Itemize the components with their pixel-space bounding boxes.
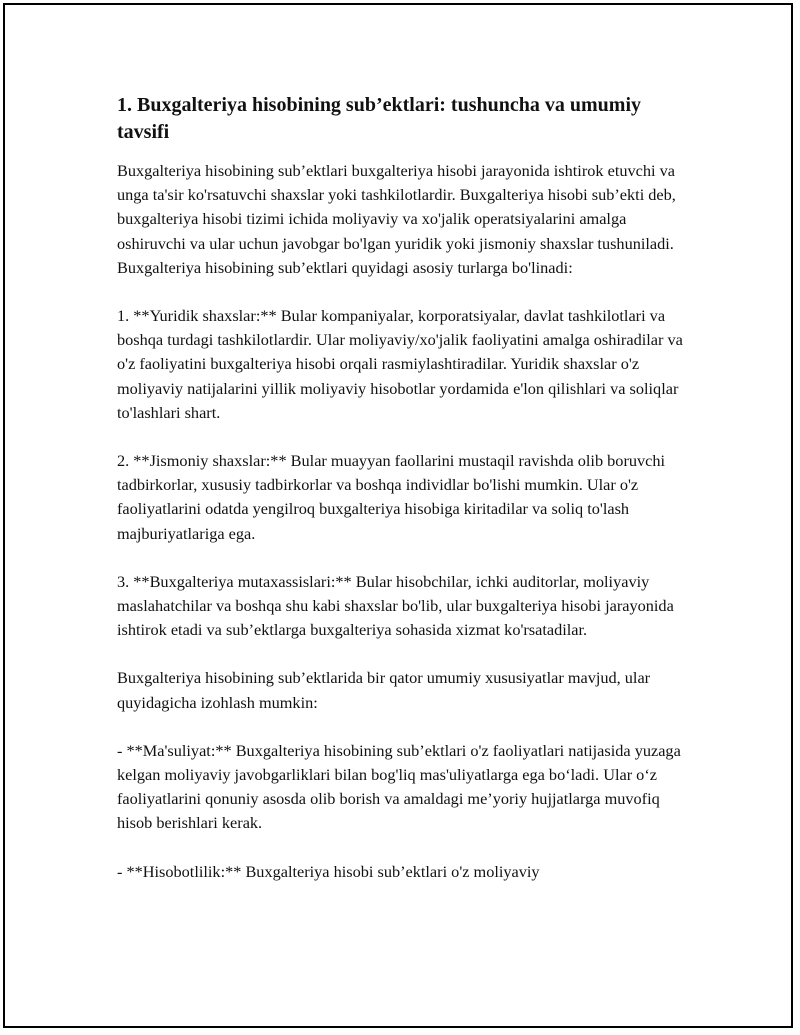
section-heading: 1. Buxgalteriya hisobining sub’ektlari: tushuncha va umumiy tavsifi — [117, 94, 641, 143]
bullet-accountability: - **Hisobotlilik:** Buxgalteriya hisobi sub’ektlari o'z moliyaviy — [117, 861, 540, 881]
intro-paragraph: Buxgalteriya hisobining sub’ektlari buxgalteriya hisobi jarayonida ishtirok etuvchi va unga ta'sir ko'rsatuvchi shaxslar yoki tashkilotlardir. Buxgalteriya hisobi sub’ekti deb, buxgalteriya hisobi tizimi ichida moliyaviy va xo'jalik operatsiyalarini amalga oshiruvchi va ular uchun javobgar bo'lgan yuridik yoki jismoniy shaxslar tushuniladi. Buxgalteriya hisobining sub’ektlari quyidagi asosiy turlarga bo'linadi: — [117, 161, 676, 277]
bullet-responsibility: - **Ma'suliyat:** Buxgalteriya hisobining sub’ektlari o'z faoliyatlari natijasida yuzaga kelgan moliyaviy javobgarliklari bilan bog'liq mas'uliyatlarga ega bo‘ladi. Ular o‘z faoliyatlarini qonuniy asosda olib borish va amaldagi me’yoriy hujjatlarga muvofiq hisob berishlari kerak. — [117, 740, 681, 833]
characteristics-paragraph: Buxgalteriya hisobining sub’ektlarida bir qator umumiy xususiyatlar mavjud, ular quyidagicha izohlash mumkin: — [117, 668, 651, 712]
list-item-accounting-specialists: 3. **Buxgalteriya mutaxassislari:** Bular hisobchilar, ichki auditorlar, moliyaviy maslahatchilar va boshqa shu kabi shaxslar bo'lib, ular buxgalteriya hisobi jarayonida ishtirok etadi va sub’ektlarga buxgalteriya sohasida xizmat ko'rsatadilar. — [117, 571, 674, 640]
list-item-legal-entities: 1. **Yuridik shaxslar:** Bular kompaniyalar, korporatsiyalar, davlat tashkilotlari va boshqa turdagi tashkilotlardir. Ular moliyaviy/xo'jalik faoliyatini amalga oshiradilar va o'z faoliyatini buxgalteriya hisobi orqali rasmiylashtiradilar. Yuridik shaxslar o'z moliyaviy natijalarini yillik moliyaviy hisobotlar yordamida e'lon qilishlari va soliqlar to'lashlari shart. — [117, 306, 683, 422]
document-body — [117, 92, 697, 908]
list-item-individuals: 2. **Jismoniy shaxslar:** Bular muayyan faollarini mustaqil ravishda olib boruvchi tadbirkorlar, xususiy tadbirkorlar va boshqa individlar bo'lishi mumkin. Ular o'z faoliyatlarini odatda yengilroq buxgalteriya hisobiga kiritadilar va soliq to'lash majburiyatlariga ega. — [117, 451, 666, 543]
